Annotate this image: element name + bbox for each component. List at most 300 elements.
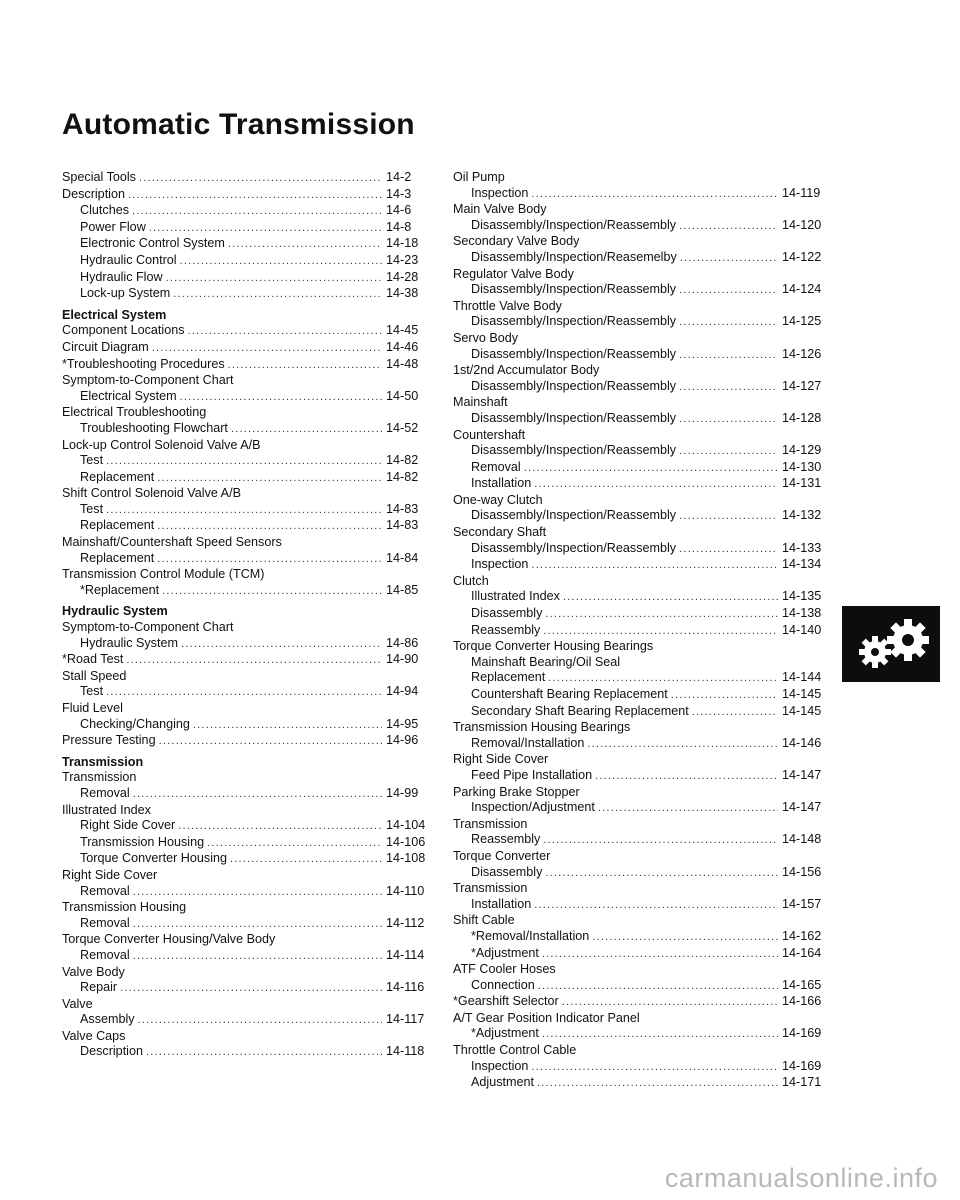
toc-topic: Lock-up Control Solenoid Valve A/B bbox=[62, 437, 261, 452]
toc-entry-page: 14-119 bbox=[782, 185, 821, 200]
toc-entry-label: Clutches bbox=[80, 203, 129, 218]
toc-topic: Transmission Control Module (TCM) bbox=[62, 567, 265, 582]
toc-entry-page: 14-28 bbox=[386, 269, 419, 284]
toc-entry-page: 14-166 bbox=[782, 994, 822, 1009]
toc-topic: Main Valve Body bbox=[453, 202, 547, 217]
section-tab-marker bbox=[842, 606, 940, 682]
toc-entry-label: Repair bbox=[80, 980, 118, 995]
toc-entry[interactable] bbox=[62, 818, 430, 835]
toc-entry-label: Disassembly/Inspection/Reassembly bbox=[471, 378, 677, 393]
toc-entry[interactable] bbox=[453, 476, 826, 493]
toc-entry-page: 14-117 bbox=[386, 1012, 425, 1027]
leader-dots bbox=[133, 787, 382, 803]
toc-entry-page: 14-48 bbox=[386, 356, 419, 371]
toc-entry[interactable] bbox=[62, 340, 430, 357]
toc-entry-label: Disassembly/Inspection/Reassembly bbox=[471, 443, 677, 458]
toc-entry-label: Inspection bbox=[471, 185, 529, 200]
toc-topic: Illustrated Index bbox=[62, 802, 151, 817]
toc-entry-page: 14-147 bbox=[782, 800, 822, 815]
leader-dots bbox=[230, 852, 382, 868]
toc-entry-label: Removal/Installation bbox=[471, 735, 585, 750]
toc-entry[interactable] bbox=[62, 717, 430, 734]
toc-entry-page: 14-169 bbox=[782, 1026, 822, 1041]
page-title: Automatic Transmission bbox=[62, 108, 415, 141]
toc-entry-label: *Adjustment bbox=[471, 945, 539, 960]
leader-dots bbox=[692, 705, 778, 721]
toc-entry-page: 14-134 bbox=[782, 557, 822, 572]
toc-entry-page: 14-95 bbox=[386, 716, 419, 731]
toc-entry-page: 14-146 bbox=[782, 735, 822, 750]
toc-entry-label: Inspection/Adjustment bbox=[471, 800, 595, 815]
leader-dots bbox=[193, 718, 382, 734]
toc-topic: 1st/2nd Accumulator Body bbox=[453, 363, 600, 378]
toc-entry-label: Pressure Testing bbox=[62, 733, 156, 748]
toc-entry[interactable] bbox=[453, 541, 826, 558]
leader-dots bbox=[106, 503, 382, 519]
toc-entry-page: 14-38 bbox=[386, 286, 419, 301]
toc-entry[interactable] bbox=[453, 946, 826, 963]
leader-dots bbox=[562, 995, 778, 1011]
toc-entry[interactable] bbox=[62, 270, 430, 287]
toc-entry-label: Adjustment bbox=[471, 1075, 534, 1090]
leader-dots bbox=[531, 1060, 778, 1076]
toc-entry[interactable] bbox=[453, 1026, 826, 1043]
leader-dots bbox=[231, 422, 382, 438]
toc-entry-label: Removal bbox=[80, 915, 130, 930]
leader-dots bbox=[159, 734, 382, 750]
toc-entry[interactable] bbox=[453, 832, 826, 849]
toc-entry-label: Reassembly bbox=[471, 832, 541, 847]
leader-dots bbox=[679, 509, 778, 525]
toc-topic: ATF Cooler Hoses bbox=[453, 962, 556, 977]
toc-entry[interactable] bbox=[62, 286, 430, 303]
leader-dots bbox=[524, 461, 778, 477]
toc-entry-page: 14-157 bbox=[782, 896, 822, 911]
toc-topic: Secondary Valve Body bbox=[453, 234, 580, 249]
toc-entry-page: 14-122 bbox=[782, 249, 822, 264]
toc-topic: Shift Cable bbox=[453, 913, 515, 928]
toc-topic: Valve Body bbox=[62, 964, 125, 979]
toc-entry[interactable] bbox=[453, 379, 826, 396]
leader-dots bbox=[133, 885, 382, 901]
toc-entry[interactable] bbox=[62, 220, 430, 237]
toc-topic: Transmission Housing bbox=[62, 900, 187, 915]
toc-entry[interactable] bbox=[62, 470, 430, 487]
leader-dots bbox=[178, 819, 382, 835]
toc-entry[interactable] bbox=[453, 623, 826, 640]
toc-topic: Throttle Control Cable bbox=[453, 1043, 577, 1058]
toc-entry-page: 14-110 bbox=[386, 883, 425, 898]
toc-entry-page: 14-118 bbox=[386, 1044, 425, 1059]
toc-entry-label: Installation bbox=[471, 476, 532, 491]
toc-entry-label: Replacement bbox=[80, 550, 155, 565]
gears-icon bbox=[842, 606, 940, 682]
toc-entry-page: 14-130 bbox=[782, 459, 822, 474]
leader-dots bbox=[106, 685, 382, 701]
toc-entry-page: 14-112 bbox=[386, 915, 425, 930]
toc-entry[interactable] bbox=[453, 250, 826, 267]
toc-entry-page: 14-126 bbox=[782, 346, 822, 361]
leader-dots bbox=[671, 688, 778, 704]
toc-entry-label: Feed Pipe Installation bbox=[471, 767, 593, 782]
toc-entry[interactable] bbox=[453, 508, 826, 525]
toc-entry-label: Hydraulic Control bbox=[80, 252, 177, 267]
toc-topic: Transmission bbox=[453, 816, 528, 831]
toc-entry[interactable] bbox=[62, 652, 430, 669]
toc-entry-label: Electrical System bbox=[80, 388, 177, 403]
toc-entry-label: Replacement bbox=[80, 469, 155, 484]
leader-dots bbox=[592, 930, 778, 946]
toc-entry-label: Removal bbox=[471, 459, 521, 474]
toc-entry[interactable] bbox=[62, 236, 430, 253]
toc-entry[interactable] bbox=[62, 170, 430, 187]
toc-entry[interactable] bbox=[62, 884, 430, 901]
leader-dots bbox=[679, 348, 778, 364]
toc-entry-page: 14-147 bbox=[782, 767, 822, 782]
toc-topic: Mainshaft bbox=[453, 395, 508, 410]
toc-entry-page: 14-145 bbox=[782, 687, 822, 701]
leader-dots bbox=[543, 833, 778, 849]
toc-entry-page: 14-144 bbox=[782, 670, 822, 685]
toc-entry-page: 14-169 bbox=[782, 1058, 822, 1073]
toc-entry-label: Removal bbox=[80, 785, 130, 800]
toc-entry-page: 14-86 bbox=[386, 635, 419, 650]
toc-entry-page: 14-156 bbox=[782, 864, 822, 879]
leader-dots bbox=[166, 271, 382, 287]
leader-dots bbox=[679, 315, 778, 331]
toc-entry-label: Replacement bbox=[471, 670, 546, 685]
toc-entry-page: 14-129 bbox=[782, 443, 822, 458]
leader-dots bbox=[228, 358, 382, 374]
toc-topic: Shift Control Solenoid Valve A/B bbox=[62, 486, 241, 501]
toc-entry-label: Disassembly bbox=[471, 864, 543, 879]
toc-entry-label: *Road Test bbox=[62, 652, 124, 667]
toc-entry-page: 14-162 bbox=[782, 928, 822, 943]
toc-topic: Valve bbox=[62, 996, 93, 1011]
toc-entry[interactable] bbox=[62, 733, 430, 750]
leader-dots bbox=[538, 979, 778, 995]
toc-entry-page: 14-94 bbox=[386, 684, 419, 699]
toc-entry-label: Connection bbox=[471, 977, 535, 992]
toc-entry-page: 14-18 bbox=[386, 236, 419, 251]
toc-entry[interactable] bbox=[62, 253, 430, 270]
toc-entry[interactable] bbox=[62, 453, 430, 470]
toc-entry[interactable] bbox=[453, 978, 826, 995]
leader-dots bbox=[128, 188, 382, 204]
toc-entry[interactable] bbox=[453, 994, 826, 1011]
toc-entry-label: Disassembly/Inspection/Reassembly bbox=[471, 314, 677, 329]
toc-entry[interactable] bbox=[62, 583, 430, 600]
leader-dots bbox=[534, 898, 778, 914]
toc-entry-page: 14-90 bbox=[386, 652, 419, 667]
toc-entry-page: 14-82 bbox=[386, 453, 419, 468]
toc-entry-page: 14-138 bbox=[782, 606, 822, 621]
leader-dots bbox=[139, 171, 382, 187]
toc-entry[interactable] bbox=[62, 851, 430, 868]
toc-entry-page: 14-104 bbox=[386, 818, 426, 833]
toc-entry-page: 14-135 bbox=[782, 589, 822, 604]
toc-entry-label: Countershaft Bearing Replacement bbox=[471, 687, 668, 701]
leader-dots bbox=[152, 341, 382, 357]
toc-topic: Countershaft bbox=[453, 427, 526, 442]
toc-entry[interactable] bbox=[62, 916, 430, 933]
toc-entry[interactable] bbox=[453, 218, 826, 235]
toc-entry[interactable] bbox=[62, 786, 430, 803]
toc-entry-label: Disassembly/Inspection/Reassembly bbox=[471, 508, 677, 523]
toc-entry-page: 14-145 bbox=[782, 703, 822, 718]
toc-entry-page: 14-124 bbox=[782, 282, 822, 297]
leader-dots bbox=[149, 221, 382, 237]
toc-entry-label: Power Flow bbox=[80, 219, 146, 234]
leader-dots bbox=[180, 254, 382, 270]
toc-entry-label: *Troubleshooting Procedures bbox=[62, 356, 225, 371]
toc-entry-page: 14-131 bbox=[782, 476, 822, 491]
toc-entry-label: Test bbox=[80, 453, 104, 468]
toc-entry[interactable] bbox=[62, 357, 430, 374]
leader-dots bbox=[157, 552, 382, 568]
toc-entry[interactable] bbox=[453, 687, 826, 704]
toc-entry[interactable] bbox=[62, 835, 430, 852]
toc-entry[interactable] bbox=[453, 670, 826, 687]
leader-dots bbox=[157, 519, 382, 535]
toc-entry-label: Hydraulic System bbox=[80, 635, 178, 650]
toc-entry[interactable] bbox=[453, 606, 826, 623]
toc-entry-label: Disassembly/Inspection/Reasemelby bbox=[471, 249, 677, 264]
toc-entry[interactable] bbox=[62, 684, 430, 701]
toc-entry-page: 14-171 bbox=[782, 1075, 822, 1090]
toc-topic: Clutch bbox=[453, 573, 489, 588]
toc-subtopic: Mainshaft Bearing/Oil Seal bbox=[471, 654, 621, 669]
toc-entry-page: 14-84 bbox=[386, 550, 419, 565]
toc-entry[interactable] bbox=[453, 929, 826, 946]
toc-topic: Parking Brake Stopper bbox=[453, 784, 580, 799]
toc-entry[interactable] bbox=[453, 411, 826, 428]
toc-entry[interactable] bbox=[62, 389, 430, 406]
toc-entry[interactable] bbox=[62, 203, 430, 220]
toc-entry-label: Assembly bbox=[80, 1012, 135, 1027]
toc-topic: Transmission Housing Bearings bbox=[453, 720, 631, 735]
toc-entry-page: 14-96 bbox=[386, 733, 419, 748]
toc-entry-page: 14-106 bbox=[386, 834, 426, 849]
leader-dots bbox=[531, 187, 778, 203]
toc-entry-label: Transmission Housing bbox=[80, 834, 205, 849]
toc-entry-label: Replacement bbox=[80, 518, 155, 533]
toc-entry-label: Inspection bbox=[471, 1058, 529, 1073]
toc-entry[interactable] bbox=[453, 557, 826, 574]
toc-topic: One-way Clutch bbox=[453, 492, 543, 507]
leader-dots bbox=[679, 283, 778, 299]
toc-entry-page: 14-125 bbox=[782, 314, 822, 329]
toc-topic: Right Side Cover bbox=[62, 867, 158, 882]
toc-entry-page: 14-116 bbox=[386, 980, 425, 995]
toc-entry-page: 14-82 bbox=[386, 469, 419, 484]
toc-entry[interactable] bbox=[453, 347, 826, 364]
leader-dots bbox=[679, 444, 778, 460]
toc-entry-label: Disassembly/Inspection/Reassembly bbox=[471, 540, 677, 555]
toc-entry-label: Special Tools bbox=[62, 170, 136, 184]
leader-dots bbox=[534, 477, 778, 493]
toc-entry-page: 14-45 bbox=[386, 323, 419, 338]
toc-entry[interactable] bbox=[453, 865, 826, 882]
toc-entry-label: Electronic Control System bbox=[80, 236, 225, 251]
toc-topic: Fluid Level bbox=[62, 701, 123, 715]
toc-entry-label: Disassembly bbox=[471, 606, 543, 621]
toc-entry[interactable] bbox=[453, 800, 826, 817]
toc-entry[interactable] bbox=[453, 704, 826, 721]
leader-dots bbox=[181, 637, 382, 653]
toc-entry-page: 14-8 bbox=[386, 219, 412, 234]
toc-entry-label: Circuit Diagram bbox=[62, 339, 149, 354]
toc-topic: Regulator Valve Body bbox=[453, 266, 574, 281]
toc-entry[interactable] bbox=[62, 1044, 430, 1061]
toc-entry-page: 14-6 bbox=[386, 203, 412, 218]
leader-dots bbox=[106, 454, 382, 470]
toc-entry-label: Removal bbox=[80, 883, 130, 898]
toc-entry[interactable] bbox=[453, 186, 826, 203]
leader-dots bbox=[228, 237, 382, 253]
toc-entry[interactable] bbox=[62, 323, 430, 340]
toc-entry[interactable] bbox=[453, 897, 826, 914]
toc-entry[interactable] bbox=[62, 502, 430, 519]
toc-topic: Symptom-to-Component Chart bbox=[62, 620, 234, 635]
toc-entry[interactable] bbox=[453, 736, 826, 753]
leader-dots bbox=[543, 624, 778, 640]
toc-entry-label: *Replacement bbox=[80, 582, 160, 597]
toc-entry-label: Test bbox=[80, 501, 104, 516]
toc-entry[interactable] bbox=[453, 314, 826, 331]
toc-topic: Torque Converter bbox=[453, 848, 551, 863]
toc-entry-page: 14-46 bbox=[386, 339, 419, 354]
toc-right-column bbox=[453, 170, 826, 1092]
toc-entry[interactable] bbox=[453, 460, 826, 477]
toc-topic: A/T Gear Position Indicator Panel bbox=[453, 1010, 640, 1025]
leader-dots bbox=[548, 671, 778, 687]
toc-topic: Secondary Shaft bbox=[453, 525, 547, 540]
toc-topic: Electrical Troubleshooting bbox=[62, 405, 207, 420]
toc-entry-page: 14-127 bbox=[782, 378, 822, 393]
toc-topic: Transmission bbox=[62, 770, 137, 785]
leader-dots bbox=[162, 584, 382, 600]
toc-entry[interactable] bbox=[453, 589, 826, 606]
toc-entry[interactable] bbox=[62, 518, 430, 535]
toc-entry-page: 14-85 bbox=[386, 582, 419, 597]
toc-entry-label: Inspection bbox=[471, 557, 529, 572]
leader-dots bbox=[132, 204, 382, 220]
toc-entry-page: 14-133 bbox=[782, 540, 822, 555]
toc-entry-label: *Removal/Installation bbox=[471, 928, 590, 943]
toc-entry-label: Torque Converter Housing bbox=[80, 851, 228, 866]
leader-dots bbox=[545, 607, 778, 623]
toc-entry[interactable] bbox=[453, 768, 826, 785]
leader-dots bbox=[542, 1027, 778, 1043]
toc-entry-label: Test bbox=[80, 684, 104, 699]
toc-entry[interactable] bbox=[62, 948, 430, 965]
leader-dots bbox=[531, 558, 778, 574]
toc-entry[interactable] bbox=[62, 551, 430, 568]
toc-entry-page: 14-23 bbox=[386, 252, 419, 267]
leader-dots bbox=[138, 1013, 382, 1029]
section-heading: Hydraulic System bbox=[62, 604, 168, 619]
leader-dots bbox=[679, 412, 778, 428]
toc-entry-label: Secondary Shaft Bearing Replacement bbox=[471, 703, 689, 718]
toc-entry[interactable] bbox=[62, 636, 430, 653]
toc-topic: Servo Body bbox=[453, 330, 519, 345]
leader-dots bbox=[180, 390, 382, 406]
toc-entry-page: 14-128 bbox=[782, 410, 822, 425]
toc-entry[interactable] bbox=[62, 187, 430, 204]
toc-entry-page: 14-164 bbox=[782, 945, 822, 960]
toc-entry-page: 14-83 bbox=[386, 501, 419, 516]
toc-entry-page: 14-148 bbox=[782, 832, 822, 847]
toc-entry-label: Description bbox=[62, 186, 125, 201]
toc-entry[interactable] bbox=[62, 1012, 430, 1029]
toc-topic: Symptom-to-Component Chart bbox=[62, 373, 234, 388]
leader-dots bbox=[133, 949, 382, 965]
toc-left-column bbox=[62, 170, 430, 1061]
toc-topic: Stall Speed bbox=[62, 668, 127, 683]
leader-dots bbox=[133, 917, 382, 933]
toc-entry-label: Removal bbox=[80, 947, 130, 962]
leader-dots bbox=[587, 737, 778, 753]
leader-dots bbox=[173, 287, 382, 303]
toc-entry-label: *Adjustment bbox=[471, 1026, 539, 1041]
toc-entry-page: 14-132 bbox=[782, 508, 822, 523]
toc-topic: Torque Converter Housing Bearings bbox=[453, 639, 654, 654]
toc-entry[interactable] bbox=[62, 421, 430, 438]
toc-entry-label: Description bbox=[80, 1044, 143, 1059]
toc-entry-label: Installation bbox=[471, 896, 532, 911]
toc-entry-label: Checking/Changing bbox=[80, 716, 190, 731]
toc-entry[interactable] bbox=[453, 1075, 826, 1092]
toc-entry-page: 14-83 bbox=[386, 518, 419, 533]
toc-entry-label: Disassembly/Inspection/Reassembly bbox=[471, 410, 677, 425]
leader-dots bbox=[679, 219, 778, 235]
toc-entry-page: 14-3 bbox=[386, 186, 412, 201]
toc-entry-page: 14-120 bbox=[782, 217, 822, 232]
toc-topic: Torque Converter Housing/Valve Body bbox=[62, 932, 276, 947]
toc-entry[interactable] bbox=[62, 980, 430, 997]
leader-dots bbox=[679, 542, 778, 558]
toc-entry[interactable] bbox=[453, 282, 826, 299]
toc-topic: Transmission bbox=[453, 881, 528, 896]
toc-entry-label: Troubleshooting Flowchart bbox=[80, 420, 228, 435]
leader-dots bbox=[126, 653, 382, 669]
toc-entry-label: Disassembly/Inspection/Reassembly bbox=[471, 346, 677, 361]
toc-entry-label: Disassembly/Inspection/Reassembly bbox=[471, 282, 677, 297]
leader-dots bbox=[542, 947, 778, 963]
toc-entry-page: 14-108 bbox=[386, 851, 426, 866]
leader-dots bbox=[146, 1045, 382, 1061]
toc-entry-page: 14-165 bbox=[782, 977, 822, 992]
toc-entry-label: Disassembly/Inspection/Reassembly bbox=[471, 217, 677, 232]
toc-entry-page: 14-114 bbox=[386, 947, 425, 962]
toc-topic: Mainshaft/Countershaft Speed Sensors bbox=[62, 535, 282, 550]
toc-entry[interactable] bbox=[453, 443, 826, 460]
leader-dots bbox=[207, 836, 382, 852]
toc-entry-page: 14-50 bbox=[386, 388, 419, 403]
toc-entry-label: Illustrated Index bbox=[471, 589, 560, 604]
leader-dots bbox=[680, 251, 778, 267]
toc-entry-page: 14-52 bbox=[386, 420, 419, 435]
toc-topic: Throttle Valve Body bbox=[453, 298, 562, 313]
toc-entry-label: Right Side Cover bbox=[80, 818, 176, 833]
toc-topic: Oil Pump bbox=[453, 170, 505, 184]
leader-dots bbox=[545, 866, 778, 882]
toc-entry[interactable] bbox=[453, 1059, 826, 1076]
leader-dots bbox=[188, 324, 382, 340]
leader-dots bbox=[598, 801, 778, 817]
leader-dots bbox=[679, 380, 778, 396]
